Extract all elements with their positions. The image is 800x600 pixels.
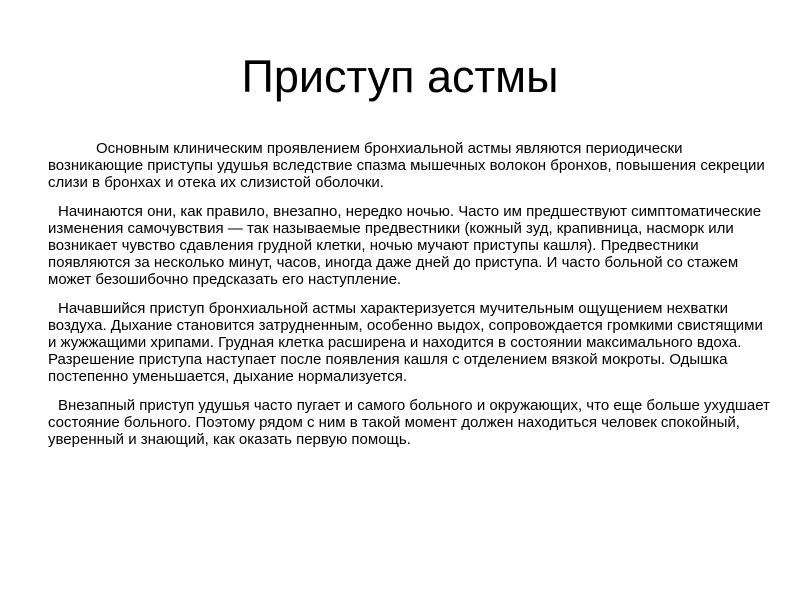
slide-body <box>48 140 774 460</box>
paragraph-1: Основным клиническим проявлением бронхиальной астмы являются периодически возникающие приступы удушья вследствие спазма мышечных волокон бронхов, повышения секреции слизи в бронхах и отека их слизистой оболочки. <box>48 140 769 191</box>
paragraph-2: Начинаются они, как правило, внезапно, нередко ночью. Часто им предшествуют симптоматические изменения самочувствия — так называемые предвестники (кожный зуд, крапивница, насморк или возникает чувство сдавления грудной клетки, ночью мучают приступы кашля). Предвестники появляются за несколько минут, часов, иногда даже дней до приступа. И часто больной со стажем может безошибочно предсказать его наступление. <box>48 203 766 288</box>
paragraph-4: Внезапный приступ удушья часто пугает и самого больного и окружающих, что еще больше ухудшает состояние больного. Поэтому рядом с ним в такой момент должен находиться человек спокойный, уверенный и знающий, как оказать первую помощь. <box>48 397 775 448</box>
paragraph-3: Начавшийся приступ бронхиальной астмы характеризуется мучительным ощущением нехватки воздуха. Дыхание становится затрудненным, особенно выдох, сопровождается громкими свистящими и жужжащими хрипами. Грудная клетка расширена и находится в состоянии максимального вдоха. Разрешение приступа наступает после появления кашля с отделением вязкой мокроты. Одышка постепенно уменьшается, дыхание нормализуется. <box>48 300 768 385</box>
slide-title: Приступ астмы <box>241 51 559 102</box>
